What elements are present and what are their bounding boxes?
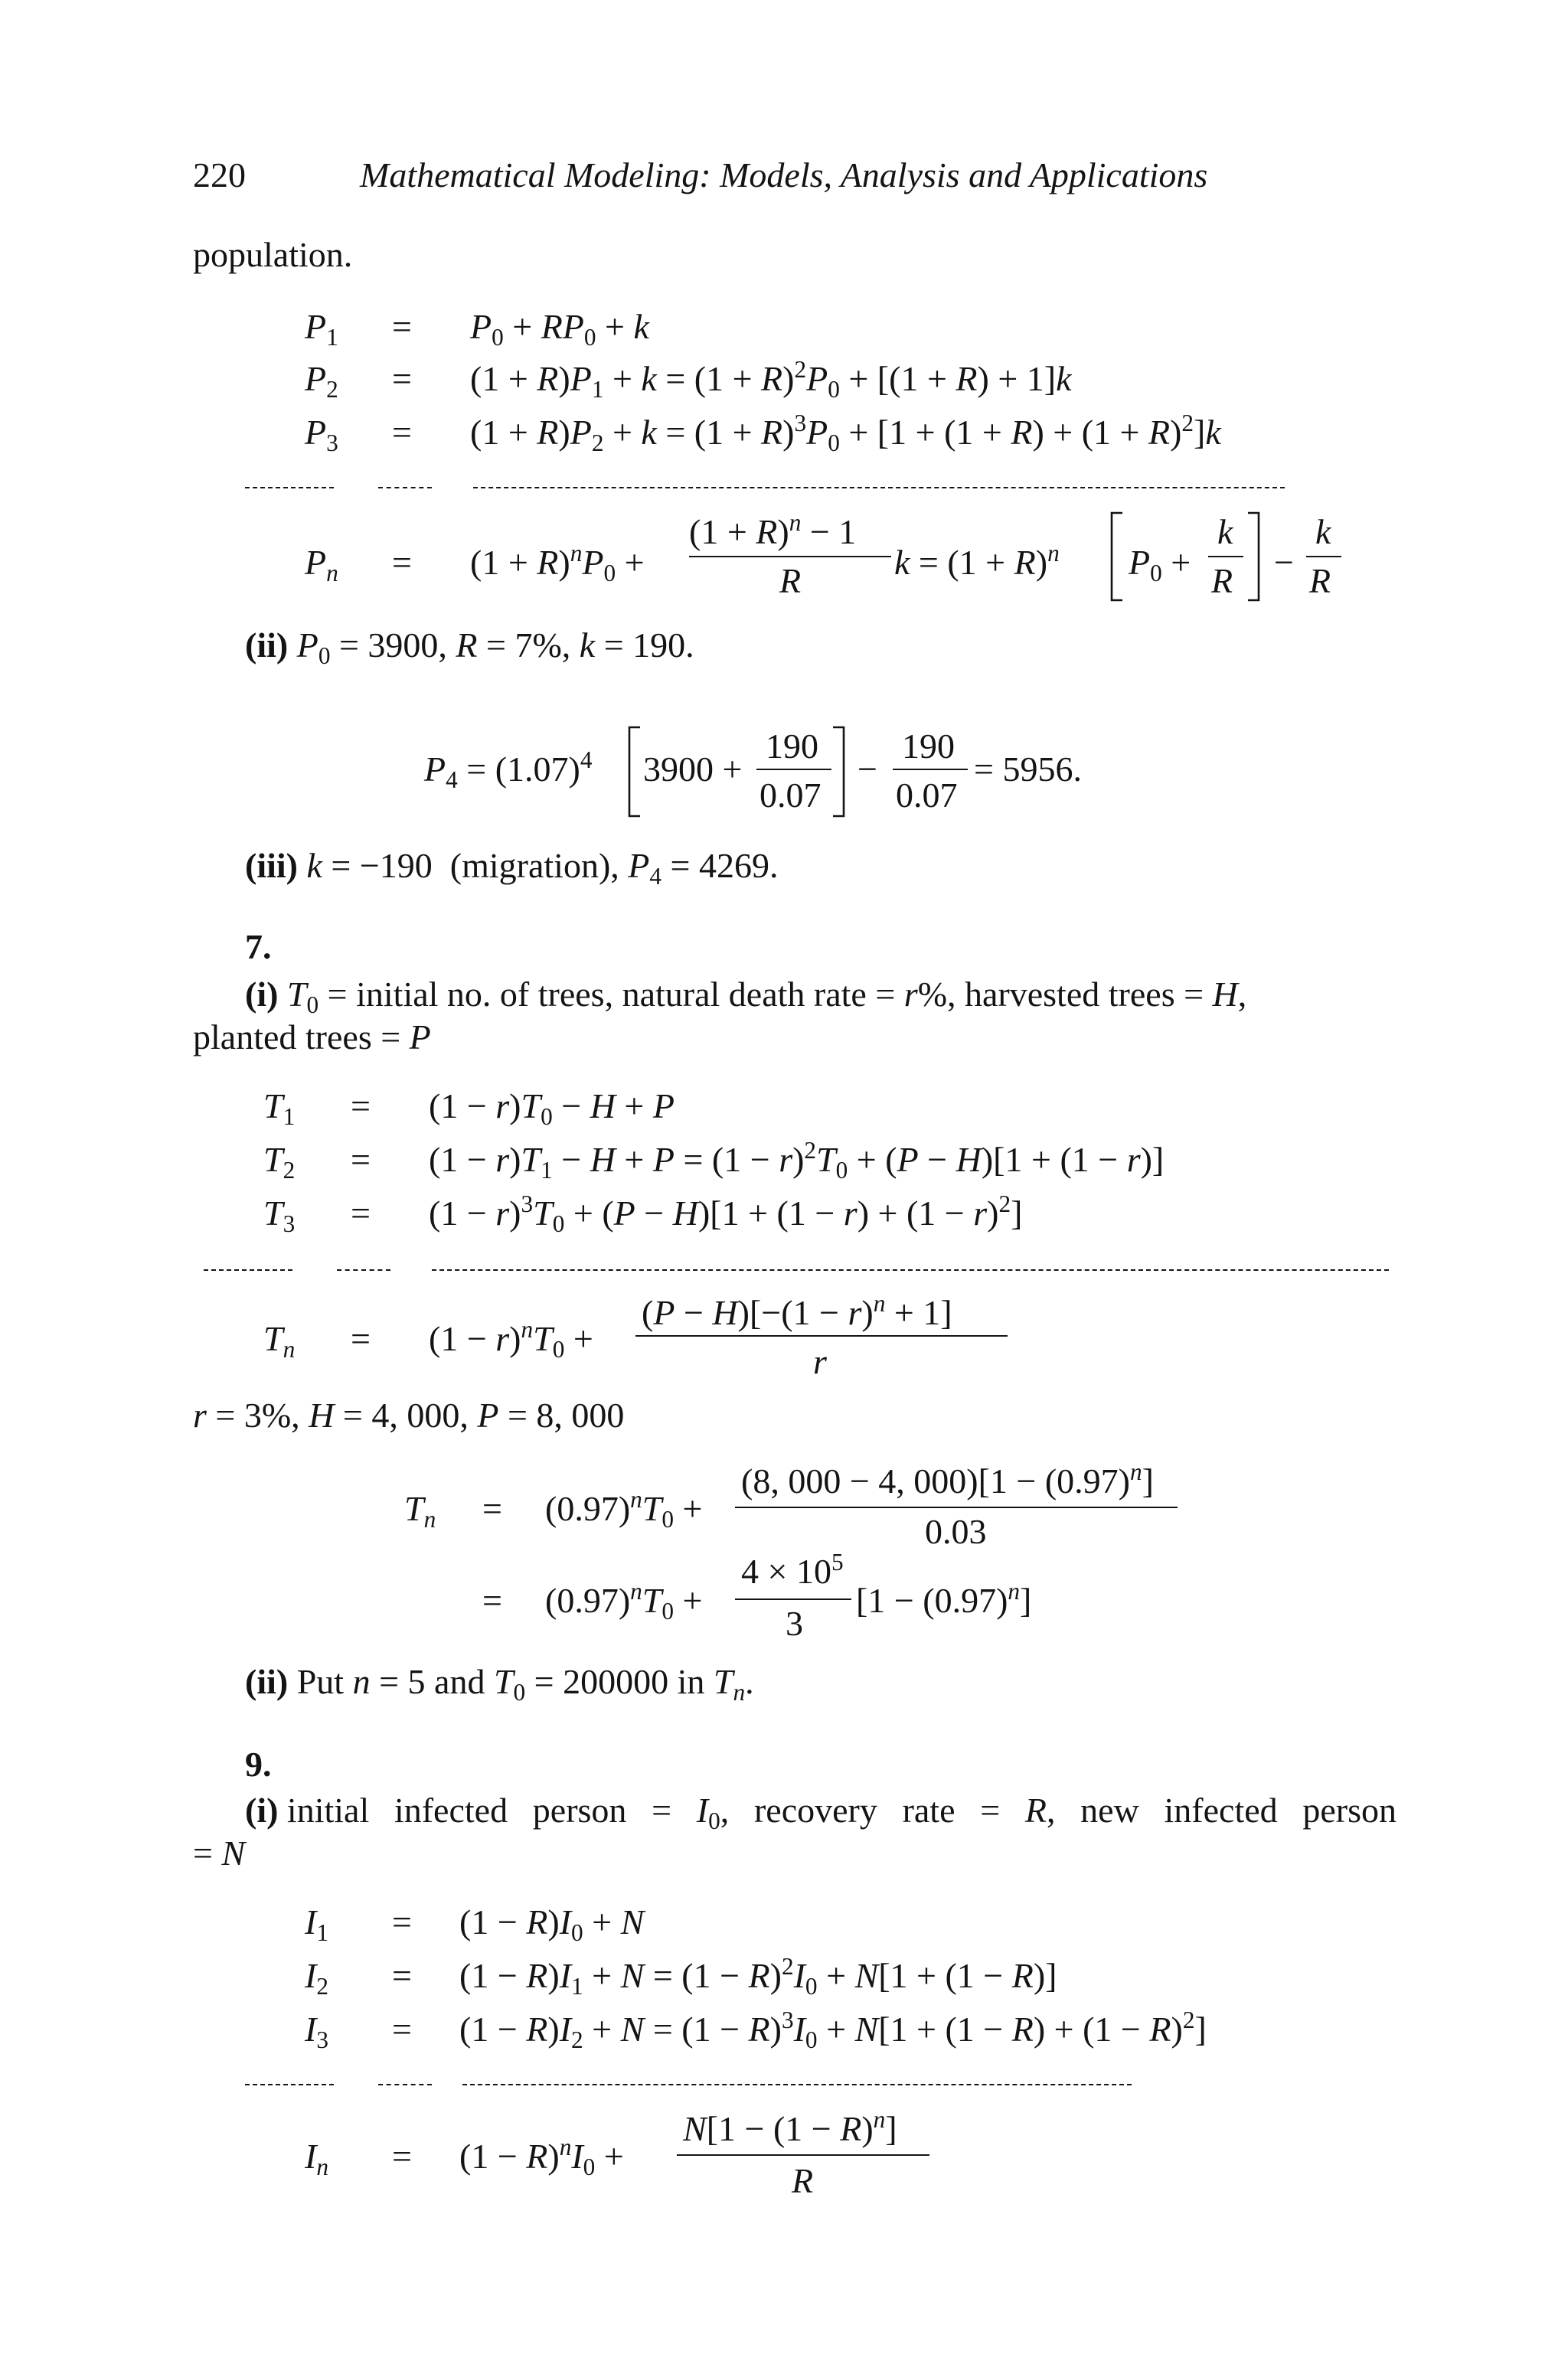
dash-rule-eq [378, 487, 432, 488]
problem-9-number: 9. [245, 1745, 272, 1784]
eq-tn-sub2-b: $[1 - (0.97)^n]$ [856, 1577, 1032, 1620]
eq-p2-rhs: $(1 + R)P_1 + k = (1 + R)^2P_0 + [(1 + R) + 1]k$ [470, 355, 1072, 403]
dash-rule-lhs [245, 487, 334, 488]
eq-pn-k2-num: k [1315, 512, 1331, 551]
eq-tn-sub2-a: $(0.97)^nT_0$ + [545, 1577, 703, 1625]
eq-tn-equals: = [351, 1319, 371, 1358]
p4-frac2-num: 190 [902, 727, 955, 766]
eq-pn-minus: − [1274, 543, 1294, 582]
eq-i2-rhs: $(1 - R)I_1 + N = (1 - R)^2I_0 + N[1 + (1 - R)]$ [459, 1952, 1057, 2000]
dash-rule-t-lhs [204, 1269, 292, 1271]
p4-minus: − [858, 749, 877, 789]
eq-i1-rhs: $(1 - R)I_0 + N$ [459, 1902, 645, 1946]
eq-t2: $T_2$ [263, 1140, 296, 1184]
eq-p3-equals: = [392, 413, 412, 452]
eq-t1-rhs: $(1 - r)T_0 - H + P$ [429, 1086, 675, 1130]
dash-rule-rhs [473, 487, 1285, 488]
intro-word: population. [193, 235, 353, 274]
eq-i3: $I_3$ [305, 2010, 328, 2053]
eq-pn-k-bar [1208, 556, 1243, 557]
eq-pn-bracket-content: $P_0$ + [1129, 543, 1191, 586]
eq-t2-equals: = [351, 1140, 371, 1179]
eq-tn-sub2-num: $4 \times 10^5$ [741, 1548, 844, 1591]
eq-tn-sub1-bar [735, 1507, 1178, 1508]
eq-t2-rhs: $(1 - r)T_1 - H + P = (1 - r)^2T_0 + (P - H)[1 + (1 - r)]$ [429, 1136, 1165, 1184]
eq-i3-equals: = [392, 2010, 412, 2049]
eq-pn-equals: = [392, 543, 412, 582]
eq-t1-equals: = [351, 1086, 371, 1125]
problem-7-part-i: (i) $T_0$ = initial no. of trees, natural death rate = r%, harvested trees = H, [245, 975, 1247, 1018]
eq-pn-frac-bar [689, 556, 891, 557]
eq-t1: $T_1$ [263, 1086, 296, 1130]
p4-frac-den: 0.07 [760, 776, 822, 815]
eq-tn-sub1-equals: = [482, 1489, 502, 1528]
eq-tn-sub2-equals: = [482, 1581, 502, 1620]
problem-9-part-i: (i) initial infected person = $I_0$, recovery rate = R, new infected person [245, 1791, 1396, 1834]
eq-p1: $P_1$ [305, 307, 338, 351]
bracket-left [1109, 511, 1124, 602]
eq-in: $I_n$ [305, 2137, 328, 2180]
page-number: 220 [193, 155, 246, 194]
eq-tn-frac-num: $(P - H)[-(1 - r)^n + 1]$ [642, 1289, 952, 1332]
p4-frac2-den: 0.07 [896, 776, 958, 815]
eq-tn-frac-den: r [813, 1342, 827, 1381]
running-title: Mathematical Modeling: Models, Analysis and Applications [360, 155, 1208, 194]
eq-pn-rhs-a: $(1 + R)^nP_0$ + [470, 539, 645, 586]
eq-i3-rhs: $(1 - R)I_2 + N = (1 - R)^3I_0 + N[1 + (1 - R) + (1 - R)^2]$ [459, 2006, 1207, 2053]
eq-i1: $I_1$ [305, 1902, 328, 1946]
eq-tn-sub: $T_n$ [404, 1489, 436, 1533]
p4-frac-bar [756, 769, 831, 770]
bracket-right [1246, 511, 1262, 602]
eq-in-frac-num: $N[1 - (1 - R)^n]$ [683, 2105, 897, 2148]
eq-tn-sub1-a: $(0.97)^nT_0$ + [545, 1485, 703, 1533]
dash-rule-i-eq [378, 2084, 432, 2085]
p4-frac2-bar [893, 769, 968, 770]
eq-tn-frac-bar [635, 1335, 1008, 1337]
eq-i2-equals: = [392, 1956, 412, 1995]
eq-t3-equals: = [351, 1194, 371, 1233]
eq-pn-rhs-b: $k = (1 + R)^n$ [894, 539, 1060, 582]
eq-p2: $P_2$ [305, 359, 338, 403]
eq-pn-frac-den: R [779, 561, 802, 600]
p4-inner: 3900 + [643, 749, 743, 789]
eq-p1-rhs: $P_0 + RP_0 + k$ [470, 307, 649, 351]
eq-pn-frac-num: $(1 + R)^n - 1$ [689, 508, 857, 551]
eq-pn-k-den: R [1211, 561, 1233, 600]
problem-7-part-i-line2: planted trees = P [193, 1017, 431, 1056]
eq-p2-equals: = [392, 359, 412, 398]
eq-pn: $P_n$ [305, 543, 338, 586]
eq-in-frac-den: R [792, 2161, 814, 2200]
dash-rule-t-rhs [432, 1269, 1389, 1271]
p4-bracket-right [831, 726, 847, 818]
eq-p3-rhs: $(1 + R)P_2 + k = (1 + R)^3P_0 + [1 + (1 + R) + (1 + R)^2]k$ [470, 409, 1221, 456]
p4-bracket-left [626, 726, 642, 818]
eq-tn-sub1-den: 0.03 [925, 1512, 987, 1551]
dash-rule-t-eq [337, 1269, 390, 1271]
eq-i2: $I_2$ [305, 1956, 328, 2000]
eq-t3: $T_3$ [263, 1194, 296, 1237]
eq-tn-sub1-num: (8, 000 − 4, $000)[1 - (0.97)^n]$ [741, 1458, 1154, 1500]
eq-pn-k-num: k [1217, 512, 1233, 551]
part-iii-population: (iii) k = −190 (migration), $P_4 = 4269$. [245, 846, 779, 890]
eq-in-rhs-a: $(1 - R)^nI_0$ + [459, 2133, 624, 2180]
eq-p3: $P_3$ [305, 413, 338, 456]
eq-pn-k2-bar [1306, 556, 1341, 557]
problem-9-part-i-line2: = N [193, 1834, 246, 1873]
eq-t3-rhs: $(1 - r)^3T_0 + (P - H)[1 + (1 - r) + (1 - r)^2]$ [429, 1190, 1023, 1237]
eq-tn-sub2-den: 3 [786, 1604, 803, 1643]
dash-rule-i-rhs [462, 2084, 1132, 2085]
problem-7-part-ii: (ii) Put n = 5 and $T_0 = 200000$ in $T_n$. [245, 1662, 754, 1706]
eq-tn-sub2-bar [735, 1598, 851, 1600]
p4-result: = 5956. [974, 749, 1082, 789]
dash-rule-i-lhs [245, 2084, 334, 2085]
problem-7-number: 7. [245, 927, 272, 966]
eq-tn-rhs-a: $(1 - r)^nT_0$ + [429, 1315, 593, 1363]
eq-pn-k2-den: R [1309, 561, 1331, 600]
eq-p1-equals: = [392, 307, 412, 346]
part-ii-population: (ii) $P_0 = 3900$, R = 7%, k = 190. [245, 625, 694, 669]
eq-i1-equals: = [392, 1902, 412, 1941]
p4-frac-num: 190 [766, 727, 818, 766]
eq-in-frac-bar [677, 2154, 929, 2156]
eq-tn: $T_n$ [263, 1319, 296, 1363]
p4-lhs: $P_4 = (1.07)^4$ [424, 746, 593, 793]
problem-7-params: r = 3%, H = 4, 000, P = 8, 000 [193, 1396, 625, 1435]
eq-in-equals: = [392, 2137, 412, 2176]
